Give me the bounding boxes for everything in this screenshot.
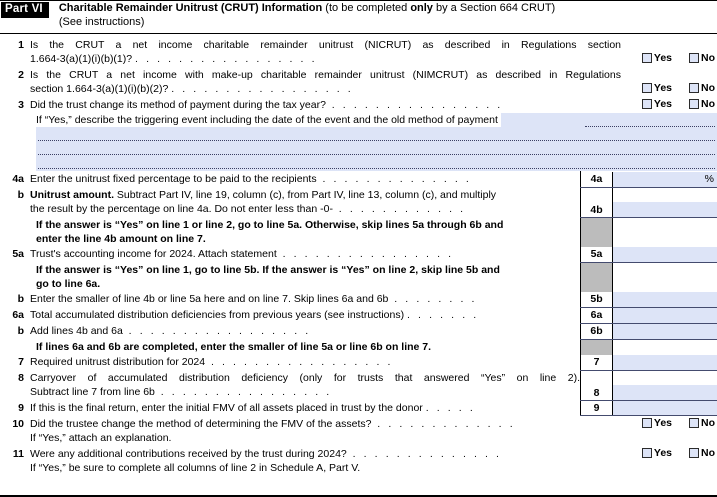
leader-dots: . . . . . . . . . . . . . . . . . xyxy=(210,356,394,368)
line-1 xyxy=(0,38,717,66)
line-7 xyxy=(0,355,580,369)
line-11-text-a xyxy=(30,447,717,461)
line-11-question: Were any additional contributions received by the trust during 2024? xyxy=(30,448,347,460)
line-4b-description: Subtract Part IV, line 19, column (c), from Part IV, line 13, column (c), and multiply xyxy=(114,189,497,201)
part-title-only: only xyxy=(410,2,433,14)
line-7-text xyxy=(30,355,580,369)
leader-dots: . . . . . . . . xyxy=(394,293,478,305)
line-11-no-group[interactable] xyxy=(689,447,715,459)
part-number-tag: Part VI xyxy=(1,2,49,18)
line-1-no-label: No xyxy=(701,52,715,64)
line-6a-value-field[interactable] xyxy=(613,308,717,323)
line-11-no-checkbox[interactable] xyxy=(689,448,699,458)
line-5b-number: b xyxy=(17,293,24,305)
line-3 xyxy=(0,98,717,112)
line-4b-label: 4b xyxy=(580,188,613,217)
line-4a-value-field[interactable] xyxy=(613,172,717,187)
line-5b-text xyxy=(30,292,580,306)
line-3-yesno xyxy=(642,98,715,110)
line-2-no-checkbox[interactable] xyxy=(689,83,699,93)
line-11 xyxy=(0,447,717,475)
line-10-yes-label: Yes xyxy=(653,417,672,429)
line-8-description-cont: Subtract line 7 from line 6b xyxy=(30,386,155,398)
line-3-yes-checkbox[interactable] xyxy=(642,99,652,109)
leader-dots: . . . . . . . . . . . . . . xyxy=(322,173,472,185)
line-2-question: section 1.664-3(a)(1)(i)(b)(2)? xyxy=(30,83,169,95)
line-9-label: 9 xyxy=(580,401,613,415)
line-10-yesno xyxy=(642,417,715,429)
line-4b-value-field[interactable] xyxy=(613,202,717,217)
line-5a-value-field[interactable] xyxy=(613,247,717,262)
line-9-number: 9 xyxy=(18,402,24,414)
line-6b-description: Add lines 4b and 6a xyxy=(30,325,123,337)
note-6-line-1: If lines 6a and 6b are completed, enter the smaller of line 5a or line 6b on line 7. xyxy=(36,341,432,353)
line-3-yes-group[interactable] xyxy=(642,98,672,110)
leader-dots: . . . . . . . . . . . . xyxy=(338,203,466,215)
line-10-text xyxy=(30,417,717,445)
line-2-yes-group[interactable] xyxy=(642,82,672,94)
note-4-gray-block xyxy=(580,218,613,247)
line-8-text xyxy=(30,371,580,399)
line-3-no-label: No xyxy=(701,98,715,110)
leader-dots: . . . . . . . . . . . . . . . . xyxy=(331,99,503,111)
line-5b-description: Enter the smaller of line 4b or line 5a here and on line 7. Skip lines 6a and 6b xyxy=(30,293,389,305)
line-8-text-b xyxy=(30,385,580,399)
line-1-yes-label: Yes xyxy=(653,52,672,64)
line-9-text xyxy=(30,401,580,415)
note-after-line-4b xyxy=(36,218,580,246)
line-1-yes-group[interactable] xyxy=(642,52,672,64)
line-5a xyxy=(0,247,580,261)
line-4b-text-a xyxy=(30,188,580,202)
note-5-value-blank xyxy=(613,263,717,292)
line-1-text xyxy=(30,38,717,66)
line-7-number: 7 xyxy=(18,356,24,368)
part-title-line2: (See instructions) xyxy=(58,15,145,28)
note-after-line-5a xyxy=(36,263,580,291)
part-title-main: Charitable Remainder Unitrust (CRUT) Information xyxy=(58,2,323,14)
line-3-explanation-area xyxy=(0,113,717,171)
line-1-no-checkbox[interactable] xyxy=(689,53,699,63)
amount-entry-section xyxy=(0,171,717,415)
line-7-label: 7 xyxy=(580,355,613,370)
line-5a-description: Trust's accounting income for 2024. Attach statement xyxy=(30,248,277,260)
line-8 xyxy=(0,371,580,399)
part-title-paren-post: by a Section 664 CRUT) xyxy=(432,2,556,14)
line-2 xyxy=(0,68,717,96)
line-6a-text xyxy=(30,308,580,322)
line-1-text-a: Is the CRUT a net income charitable remainder unitrust (NICRUT) as described in Regulations section xyxy=(30,39,621,51)
line-1-no-group[interactable] xyxy=(689,52,715,64)
leader-dots: . . . . . . . . . . . . . . . . . xyxy=(128,325,311,337)
line-10 xyxy=(0,417,717,445)
line-4b-description-cont: the result by the percentage on line 4a. Do not enter less than -0- xyxy=(30,203,333,215)
line-5a-number: 5a xyxy=(12,248,24,260)
line-2-no-label: No xyxy=(701,82,715,94)
line-6b-number: b xyxy=(17,325,24,337)
line-6a-number: 6a xyxy=(12,309,24,321)
leader-dots: . . . . . . . . . . . . . xyxy=(377,418,516,430)
note-after-line-6b xyxy=(36,340,580,354)
note-4-value-blank xyxy=(613,218,717,247)
writein-rule-4 xyxy=(38,168,715,169)
line-8-text-a: Carryover of accumulated distribution deficiency (only for trusts that answered “Yes” on line 2). xyxy=(30,372,580,384)
note-4-line-1: If the answer is “Yes” on line 1 or line 2, go to line 5a. Otherwise, skip lines 5a through 6b and xyxy=(36,219,504,231)
line-2-no-group[interactable] xyxy=(689,82,715,94)
note-5-line-1: If the answer is “Yes” on line 1, go to line 5b. If the answer is “Yes” on line 2, skip line 5b and xyxy=(36,264,500,276)
line-2-text-b xyxy=(30,82,621,96)
writein-rule-1 xyxy=(585,126,715,127)
line-2-yes-label: Yes xyxy=(653,82,672,94)
leader-dots: . . . . . xyxy=(425,402,476,414)
line-8-value-field[interactable] xyxy=(613,385,717,400)
line-10-yes-group[interactable] xyxy=(642,417,672,429)
line-4a-text xyxy=(30,172,580,186)
line-1-question: 1.664-3(a)(1)(i)(b)(1)? xyxy=(30,53,133,65)
line-5b-value-field[interactable] xyxy=(613,292,717,307)
line-9 xyxy=(0,401,580,415)
line-11-no-label: No xyxy=(701,447,715,459)
line-4b-text xyxy=(30,188,580,216)
line-11-text xyxy=(30,447,717,475)
line-4a-label: 4a xyxy=(580,172,613,187)
line-1-text-b xyxy=(30,52,621,66)
line-11-yesno xyxy=(642,447,715,459)
line-3-no-checkbox[interactable] xyxy=(689,99,699,109)
line-4b-number: b xyxy=(17,189,24,201)
line-2-text xyxy=(30,68,717,96)
note-5-gray-block xyxy=(580,263,613,292)
note-6-value-blank xyxy=(613,340,717,355)
line-6b-value-field[interactable] xyxy=(613,324,717,339)
line-5a-text xyxy=(30,247,580,261)
leader-dots: . . . . . . . . . . . . . . . . xyxy=(282,248,454,260)
part-header xyxy=(0,1,717,34)
rule-after-9 xyxy=(580,415,717,416)
line-3-text xyxy=(30,98,717,112)
line-4a xyxy=(0,172,580,186)
line-10-question: Did the trustee change the method of determining the FMV of the assets? xyxy=(30,418,372,430)
line-6a xyxy=(0,308,580,322)
line-2-yesno xyxy=(642,82,715,94)
line-9-description: If this is the final return, enter the initial FMV of all assets placed in trust by the donor xyxy=(30,402,423,414)
line-7-value-field[interactable] xyxy=(613,355,717,370)
leader-dots: . . . . . . . . . . . . . . . . . xyxy=(171,83,354,95)
leader-dots: . . . . . . . . . . . . . . . . xyxy=(160,386,332,398)
writein-rule-3 xyxy=(38,154,715,155)
note-5-line-2: go to line 6a. xyxy=(36,278,101,290)
leader-dots: . . . . . . . xyxy=(407,309,479,321)
line-9-value-field[interactable] xyxy=(613,401,717,415)
line-3-question: Did the trust change its method of payment during the tax year? xyxy=(30,99,326,111)
line-4a-description: Enter the unitrust fixed percentage to be paid to the recipients xyxy=(30,173,317,185)
line-3-yes-label: Yes xyxy=(653,98,672,110)
line-6b-label: 6b xyxy=(580,324,613,339)
leader-dots: . . . . . . . . . . . . . . xyxy=(352,448,502,460)
line-8-value-field-upper xyxy=(613,371,717,385)
line-10-text-a xyxy=(30,417,717,431)
line-11-yes-label: Yes xyxy=(653,447,672,459)
line-2-text-a: Is the CRUT a net income with make-up charitable remainder unitrust (NIMCRUT) as described in Regulations xyxy=(30,69,621,81)
line-3-text-b: If “Yes,” describe the triggering event including the date of the event and the old method of payment xyxy=(36,113,501,127)
line-4b xyxy=(0,188,580,216)
line-10-no-group[interactable] xyxy=(689,417,715,429)
line-4a-percent-sign: % xyxy=(704,173,714,185)
line-10-no-label: No xyxy=(701,417,715,429)
line-4a-number: 4a xyxy=(12,173,24,185)
line-8-label: 8 xyxy=(580,371,613,400)
line-11-yes-checkbox[interactable] xyxy=(642,448,652,458)
line-4b-bold-lead: Unitrust amount. xyxy=(30,189,114,201)
line-10-text-b: If “Yes,” attach an explanation. xyxy=(30,432,172,444)
line-6b xyxy=(0,324,580,338)
line-5b-label: 5b xyxy=(580,292,613,307)
leader-dots: . . . . . . . . . . . . . . . . . xyxy=(135,53,318,65)
part-title-paren-pre: (to be completed xyxy=(322,2,411,14)
line-5a-label: 5a xyxy=(580,247,613,262)
line-6a-label: 6a xyxy=(580,308,613,323)
line-2-yes-checkbox[interactable] xyxy=(642,83,652,93)
line-10-yes-checkbox[interactable] xyxy=(642,418,652,428)
line-5b xyxy=(0,292,580,306)
line-4b-text-b xyxy=(30,202,580,216)
line-11-yes-group[interactable] xyxy=(642,447,672,459)
line-1-yesno xyxy=(642,52,715,64)
note-6-gray-block xyxy=(580,340,613,355)
line-4b-value-field-upper xyxy=(613,188,717,202)
line-11-number: 11 xyxy=(12,448,24,460)
line-10-number: 10 xyxy=(12,418,24,430)
line-11-text-b: If “Yes,” be sure to complete all columns of line 2 in Schedule A, Part V. xyxy=(30,462,361,474)
part-title xyxy=(49,1,555,29)
line-6b-text xyxy=(30,324,580,338)
line-3-text-a xyxy=(30,98,717,112)
line-1-number: 1 xyxy=(18,39,24,51)
line-3-number: 3 xyxy=(18,99,24,111)
line-3-no-group[interactable] xyxy=(689,98,715,110)
line-2-number: 2 xyxy=(18,69,24,81)
line-8-number: 8 xyxy=(18,372,24,384)
line-10-no-checkbox[interactable] xyxy=(689,418,699,428)
note-4-line-2: enter the line 4b amount on line 7. xyxy=(36,233,206,245)
line-7-description: Required unitrust distribution for 2024 xyxy=(30,356,206,368)
line-1-yes-checkbox[interactable] xyxy=(642,53,652,63)
writein-rule-2 xyxy=(38,140,715,141)
line-6a-description: Total accumulated distribution deficiencies from previous years (see instructions) xyxy=(30,309,405,321)
